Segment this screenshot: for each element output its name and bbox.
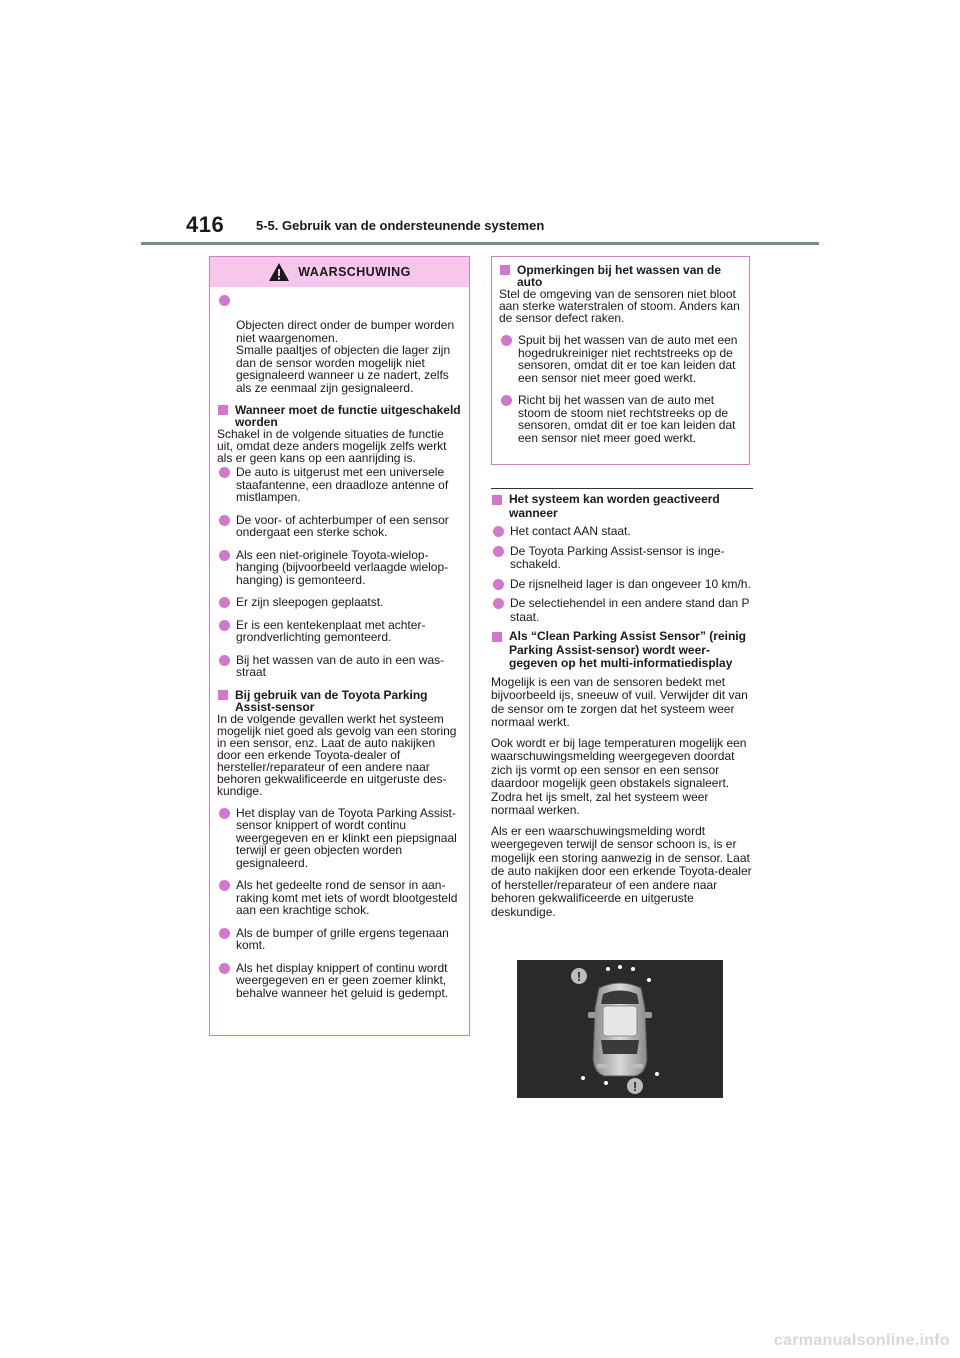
list-item: De rijsnelheid lager is dan ongeveer 10 km/h.	[491, 578, 753, 592]
square-bullet-icon	[492, 632, 502, 642]
bullet-dot-icon	[219, 655, 230, 666]
list-item: De selectiehendel in een andere stand dan P staat.	[491, 597, 753, 624]
bullet-dot-icon	[219, 467, 230, 478]
list-item: De auto is uitgerust met een universele staafantenne, een draadloze antenne of mistlampen.	[217, 466, 462, 504]
square-bullet-icon	[500, 265, 510, 275]
bullet-dot-icon	[219, 295, 230, 306]
list-item: Het contact AAN staat.	[491, 525, 753, 539]
warning-glyph: !	[576, 969, 582, 984]
right-section-heading: Het systeem kan worden geactiveerd wanneer	[491, 493, 753, 520]
square-bullet-icon	[218, 690, 228, 700]
bullet-dot-icon	[493, 546, 504, 557]
bullet-dot-icon	[219, 928, 230, 939]
warning-intro-item: Objecten direct onder de bumper worden niet waargenomen. Smalle paaltjes of objecten die lager zijn dan de sensor worden mogelijk niet gesignaleerd wanneer u ze nadert, zelfs als ze eenmaal zijn gesignaleerd.	[217, 294, 462, 394]
bullet-dot-icon	[219, 515, 230, 526]
column-rule	[491, 488, 753, 489]
warning-glyph: !	[632, 1079, 638, 1094]
list-item: Richt bij het wassen van de auto met stoom de stoom niet rechtstreeks op de sensoren, omdat dit er toe kan leiden dat een sensor niet meer goed werkt.	[499, 394, 742, 444]
warning-section-heading: Bij gebruik van de Toyota Parking Assist-sensor	[217, 689, 462, 713]
bullet-dot-icon	[219, 550, 230, 561]
bullet-dot-icon	[493, 579, 504, 590]
bullet-dot-icon	[493, 526, 504, 537]
list-item: De Toyota Parking Assist-sensor is ingeschakeld.	[491, 545, 753, 572]
car-top-view-icon	[517, 960, 723, 1098]
bullet-dot-icon	[501, 335, 512, 346]
right-section-heading: Als “Clean Parking Assist Sensor” (reinig Parking Assist-sensor) wordt weergegeven op het multi-informatiedisplay	[491, 630, 753, 671]
paragraph: Mogelijk is een van de sensoren bedekt met bijvoorbeeld ijs, sneeuw of vuil. Verwijder dit van de sensor om te zorgen dat het systeem weer normaal werkt.	[491, 674, 748, 729]
square-bullet-icon	[218, 405, 228, 415]
square-bullet-icon	[492, 495, 502, 505]
bullet-dot-icon	[219, 880, 230, 891]
bullet-dot-icon	[219, 963, 230, 974]
list-item: Als de bumper of grille ergens tegenaan komt.	[217, 927, 462, 952]
note-text: Stel de omgeving van de sensoren niet bloot aan sterke waterstralen of stoom. Anders kan de sensor defect raken.	[499, 287, 740, 325]
bullet-dot-icon	[219, 620, 230, 631]
warning-triangle-icon	[268, 262, 290, 282]
bullet-dot-icon	[501, 395, 512, 406]
list-item: Bij het wassen van de auto in een wasstraat	[217, 654, 462, 679]
list-item: Er zijn sleepogen geplaatst.	[217, 596, 462, 609]
note-heading: Opmerkingen bij het wassen van de auto	[499, 264, 742, 288]
note-box	[491, 256, 750, 465]
bullet-dot-icon	[493, 598, 504, 609]
list-item: Spuit bij het wassen van de auto met een hogedrukreiniger niet rechtstreeks op de sensoren, omdat dit er toe kan leiden dat een sensor niet meer goed werkt.	[499, 334, 742, 384]
warning-header	[210, 257, 469, 287]
list-item: Er is een kentekenplaat met achtergrondverlichting gemonteerd.	[217, 619, 462, 644]
paragraph: Als er een waarschuwingsmelding wordt weergegeven terwijl de sensor schoon is, is er mogelijk een storing aanwezig in de sensor. Laat de auto nakijken door een erkende Toyota-dealer of hersteller/reparateur of een andere naar behoren gekwalificeerde en uitgeruste deskundige.	[491, 823, 752, 919]
list-item: Als het gedeelte rond de sensor in aanraking komt met iets of wordt blootgesteld aan een krachtige schok.	[217, 879, 462, 917]
paragraph: Ook wordt er bij lage temperaturen mogelijk een waarschuwingsmelding weergegeven doordat zich ijs vormt op een sensor en een sensor daardoor mogelijk geen obstakels signaleert. Zodra het ijs smelt, zal het systeem weer normaal werken.	[491, 735, 747, 817]
header-rule	[141, 242, 819, 245]
watermark: carmanualsonline.info	[773, 1332, 950, 1349]
warning-box	[209, 256, 470, 1036]
warning-section-text: In de volgende gevallen werkt het systeem mogelijk niet goed als gevolg van een storing in een sensor, enz. Laat de auto nakijken door een erkende Toyota-dealer of hersteller/reparateur of een andere naar behoren gekwalificeerde en uitgeruste deskundige.	[217, 711, 457, 798]
list-item: De voor- of achterbumper of een sensor ondergaat een sterke schok.	[217, 514, 462, 539]
parking-sensor-illustration	[517, 960, 723, 1098]
warning-section-text: Schakel in de volgende situaties de functie uit, omdat deze anders mogelijk zelfs werkt als er geen kans op een aanrijding is.	[217, 427, 447, 465]
right-column	[491, 488, 753, 926]
list-item: Als een niet-originele Toyota-wielophanging (bijvoorbeeld verlaagde wielophanging) is gemonteerd.	[217, 549, 462, 587]
list-item: Het display van de Toyota Parking Assist-sensor knippert of wordt continu weergegeven en er klinkt een piepsignaal terwijl er geen objecten worden gesignaleerd.	[217, 807, 462, 870]
list-item: Als het display knippert of continu wordt weergegeven en er geen zoemer klinkt, behalve wanneer het geluid is gedempt.	[217, 962, 462, 1000]
page-number: 416	[186, 212, 225, 237]
warning-section-heading: Wanneer moet de functie uitgeschakeld worden	[217, 404, 462, 428]
bullet-dot-icon	[219, 597, 230, 608]
section-title: 5-5. Gebruik van de ondersteunende systemen	[256, 218, 545, 233]
bullet-dot-icon	[219, 808, 230, 819]
warning-title: WAARSCHUWING	[298, 265, 411, 279]
